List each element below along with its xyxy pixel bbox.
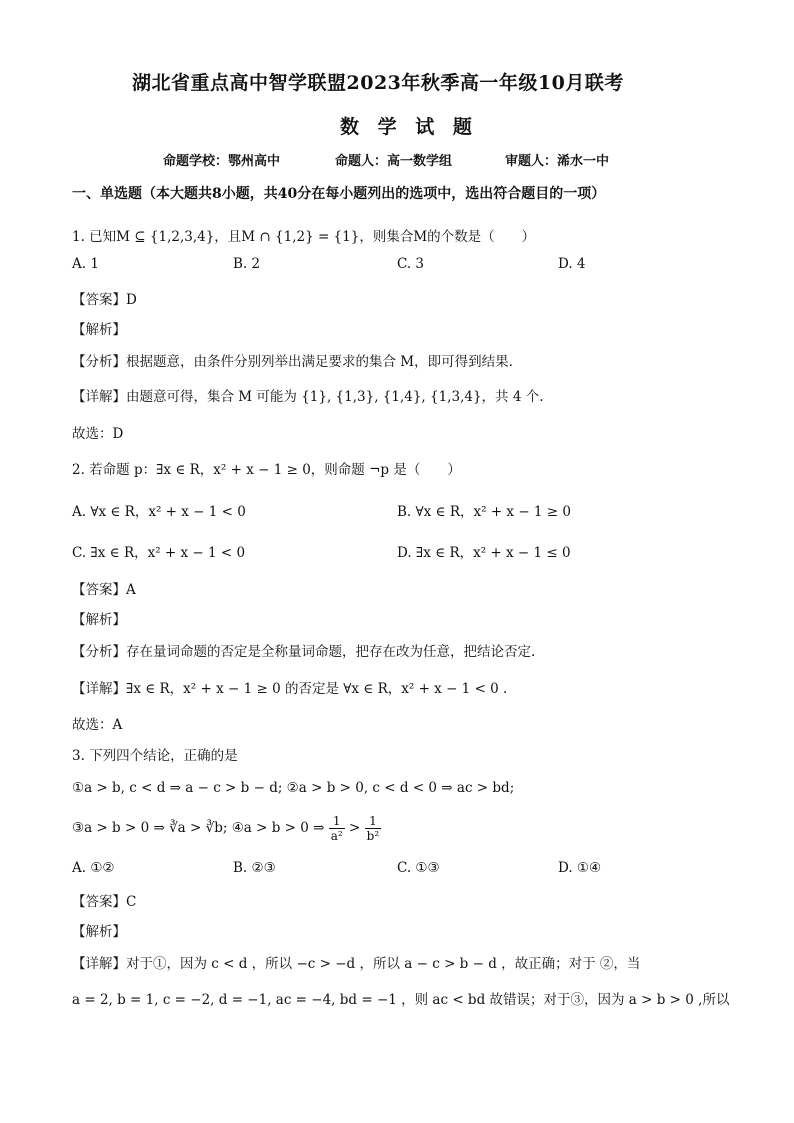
q1-option-c: C. 3 bbox=[397, 256, 425, 272]
q2-option-a: A. ∀x ∈ R，x² + x − 1 < 0 bbox=[72, 504, 246, 520]
q3-option-d: D. ①④ bbox=[558, 860, 602, 876]
section-heading: 一、单选题（本大题共8小题，共40分在每小题列出的选项中，选出符合题目的一项） bbox=[72, 186, 606, 202]
q3-frac2-num: 1 bbox=[365, 814, 382, 829]
q1-fenxi: 【分析】根据题意，由条件分别列举出满足要求的集合 M，即可得到结果. bbox=[72, 354, 513, 370]
q3-frac2-den: b² bbox=[366, 829, 380, 843]
q3-stem: 3. 下列四个结论，正确的是 bbox=[72, 748, 238, 764]
q1-answer: 【答案】D bbox=[72, 292, 137, 308]
q1-option-a: A. 1 bbox=[72, 256, 99, 272]
q3-frac1-num: 1 bbox=[329, 814, 345, 829]
q3-line2 bbox=[72, 814, 381, 843]
info-reviewer: 审题人：浠水一中 bbox=[505, 154, 610, 169]
q3-line2-text: ③a > b > 0 ⇒ ∛a > ∛b; ④a > b > 0 ⇒ bbox=[72, 820, 325, 836]
q3-detail-line1: 【详解】对于①，因为 c < d ，所以 −c > −d ，所以 a − c > b − d ，故正确；对于 ②，当 bbox=[72, 956, 641, 972]
info-school: 命题学校：鄂州高中 bbox=[163, 154, 281, 169]
q1-option-b: B. 2 bbox=[233, 256, 261, 272]
q2-stem: 2. 若命题 p：∃x ∈ R，x² + x − 1 ≥ 0，则命题 ¬p 是（ ） bbox=[72, 462, 461, 478]
q2-analysis-label: 【解析】 bbox=[72, 612, 126, 628]
q1-option-d: D. 4 bbox=[558, 256, 586, 272]
q1-detail: 【详解】由题意可得，集合 M 可能为 {1}, {1,3}, {1,4}, {1,3,4}，共 4 个. bbox=[72, 389, 544, 405]
q3-frac-operator: > bbox=[349, 820, 361, 836]
q2-detail: 【详解】∃x ∈ R，x² + x − 1 ≥ 0 的否定是 ∀x ∈ R，x² + x − 1 < 0 . bbox=[72, 681, 508, 697]
q2-fenxi: 【分析】存在量词命题的否定是全称量词命题，把存在改为任意，把结论否定. bbox=[72, 644, 536, 660]
page-title: 湖北省重点高中智学联盟2023年秋季高一年级10月联考 bbox=[132, 72, 624, 94]
q2-choice: 故选：A bbox=[72, 717, 123, 733]
q2-option-c: C. ∃x ∈ R，x² + x − 1 < 0 bbox=[72, 545, 246, 561]
q3-line1: ①a > b, c < d ⇒ a − c > b − d; ②a > b > 0, c < d < 0 ⇒ ac > bd; bbox=[72, 780, 515, 796]
q3-option-c: C. ①③ bbox=[397, 860, 440, 876]
q1-analysis-label: 【解析】 bbox=[72, 322, 126, 338]
q2-option-d: D. ∃x ∈ R，x² + x − 1 ≤ 0 bbox=[397, 545, 571, 561]
q3-option-b: B. ②③ bbox=[233, 860, 276, 876]
q3-detail-line2: a = 2, b = 1, c = −2, d = −1, ac = −4, bd = −1 ，则 ac < bd 故错误；对于③，因为 a > b > 0 ,所以 bbox=[72, 992, 730, 1008]
q3-option-a: A. ①② bbox=[72, 860, 115, 876]
q3-answer: 【答案】C bbox=[72, 894, 137, 910]
q3-frac1-den: a² bbox=[330, 829, 343, 843]
q3-frac-1-a2 bbox=[329, 814, 345, 843]
q2-answer: 【答案】A bbox=[72, 582, 136, 598]
page-subtitle: 数 学 试 题 bbox=[340, 116, 478, 138]
q1-stem: 1. 已知M ⊆ {1,2,3,4}，且M ∩ {1,2} = {1}，则集合M的个数是（ ） bbox=[72, 229, 536, 245]
q2-option-b: B. ∀x ∈ R，x² + x − 1 ≥ 0 bbox=[397, 504, 572, 520]
info-author: 命题人：高一数学组 bbox=[335, 154, 453, 169]
q3-frac-1-b2 bbox=[365, 814, 382, 843]
q1-choice: 故选：D bbox=[72, 426, 124, 442]
q3-analysis-label: 【解析】 bbox=[72, 924, 126, 940]
